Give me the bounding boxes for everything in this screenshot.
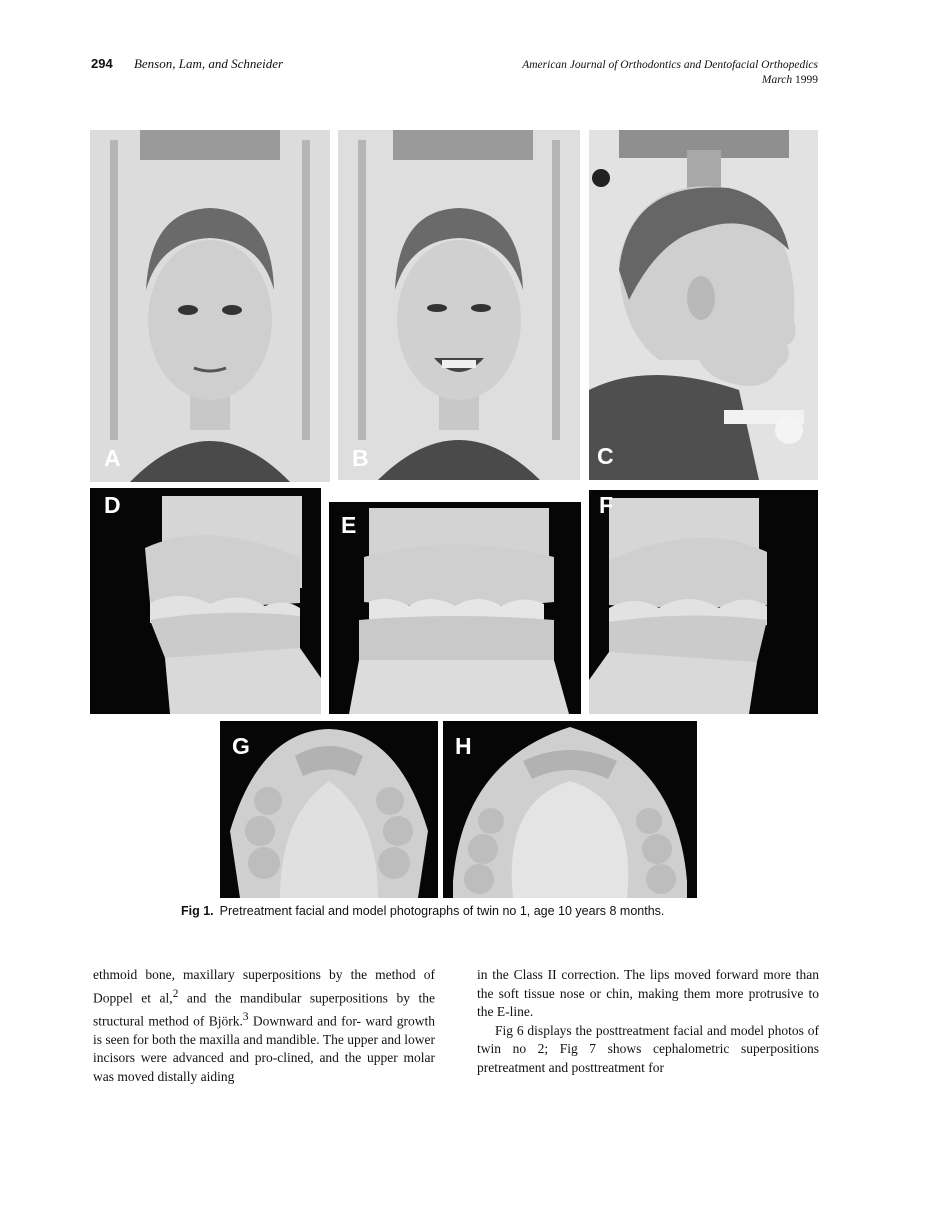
panel-label-a: A [104,445,121,471]
running-authors: Benson, Lam, and Schneider [133,56,284,71]
panel-label-h: H [455,733,472,759]
text-run: and the mandibular superpositions by [178,990,410,1005]
panel-d-right-lateral-model [90,488,321,714]
panel-label-g: G [232,733,250,759]
reference-superscript: 2 [172,987,179,1000]
figure-caption-text: Pretreatment facial and model photographs of twin no 1, age 10 years 8 months. [219,904,665,918]
figure-caption [181,904,664,918]
running-header-left [91,56,283,72]
panel-e-frontal-model [329,502,581,714]
text-run: the structural method of Björk. [93,990,436,1028]
body-column-left [93,966,435,1086]
body-column-right [477,966,819,1077]
running-header-right [522,58,818,88]
panel-label-d: D [104,492,121,518]
text-run: ward growth is seen for both the maxilla and mandible. The upper and lower incisors were advanced and pro-clined, and the upper molar was moved distally aiding [93,1013,435,1084]
panel-label-c: C [597,443,614,469]
figure-label: Fig 1. [181,904,214,918]
issue-year: 1999 [795,74,818,86]
reference-superscript: 3 [242,1010,249,1023]
panel-c-profile-face [589,130,818,480]
panel-g-maxillary-occlusal [220,721,438,898]
panel-a-frontal-face [90,130,330,482]
body-paragraph: in the Class II correction. The lips moved forward more than the soft tissue nose or chin, making them more protrusive to the E-line. [477,967,819,1019]
issue-month: March [761,74,793,86]
panel-label-b: B [352,445,369,471]
panel-b-smiling-face [338,130,580,480]
panel-h-mandibular-occlusal [443,721,697,898]
text-run: of Doppel et al, [93,967,435,1005]
text-run: ethmoid bone, maxillary superpositions by the method [93,967,416,982]
text-run: Downward and for- [248,1013,362,1028]
panel-label-e: E [341,512,357,538]
body-paragraph [93,966,435,1086]
panel-f-left-lateral-model [589,490,818,714]
panel-label-f: F [599,492,614,518]
journal-title: American Journal of Orthodontics and Dentofacial Orthopedics [522,59,818,71]
body-paragraph: Fig 6 displays the posttreatment facial and model photos of twin no 2; Fig 7 shows cephalometric superpositions pretreatment and posttreatment for [477,1022,819,1075]
page-number: 294 [91,56,113,71]
